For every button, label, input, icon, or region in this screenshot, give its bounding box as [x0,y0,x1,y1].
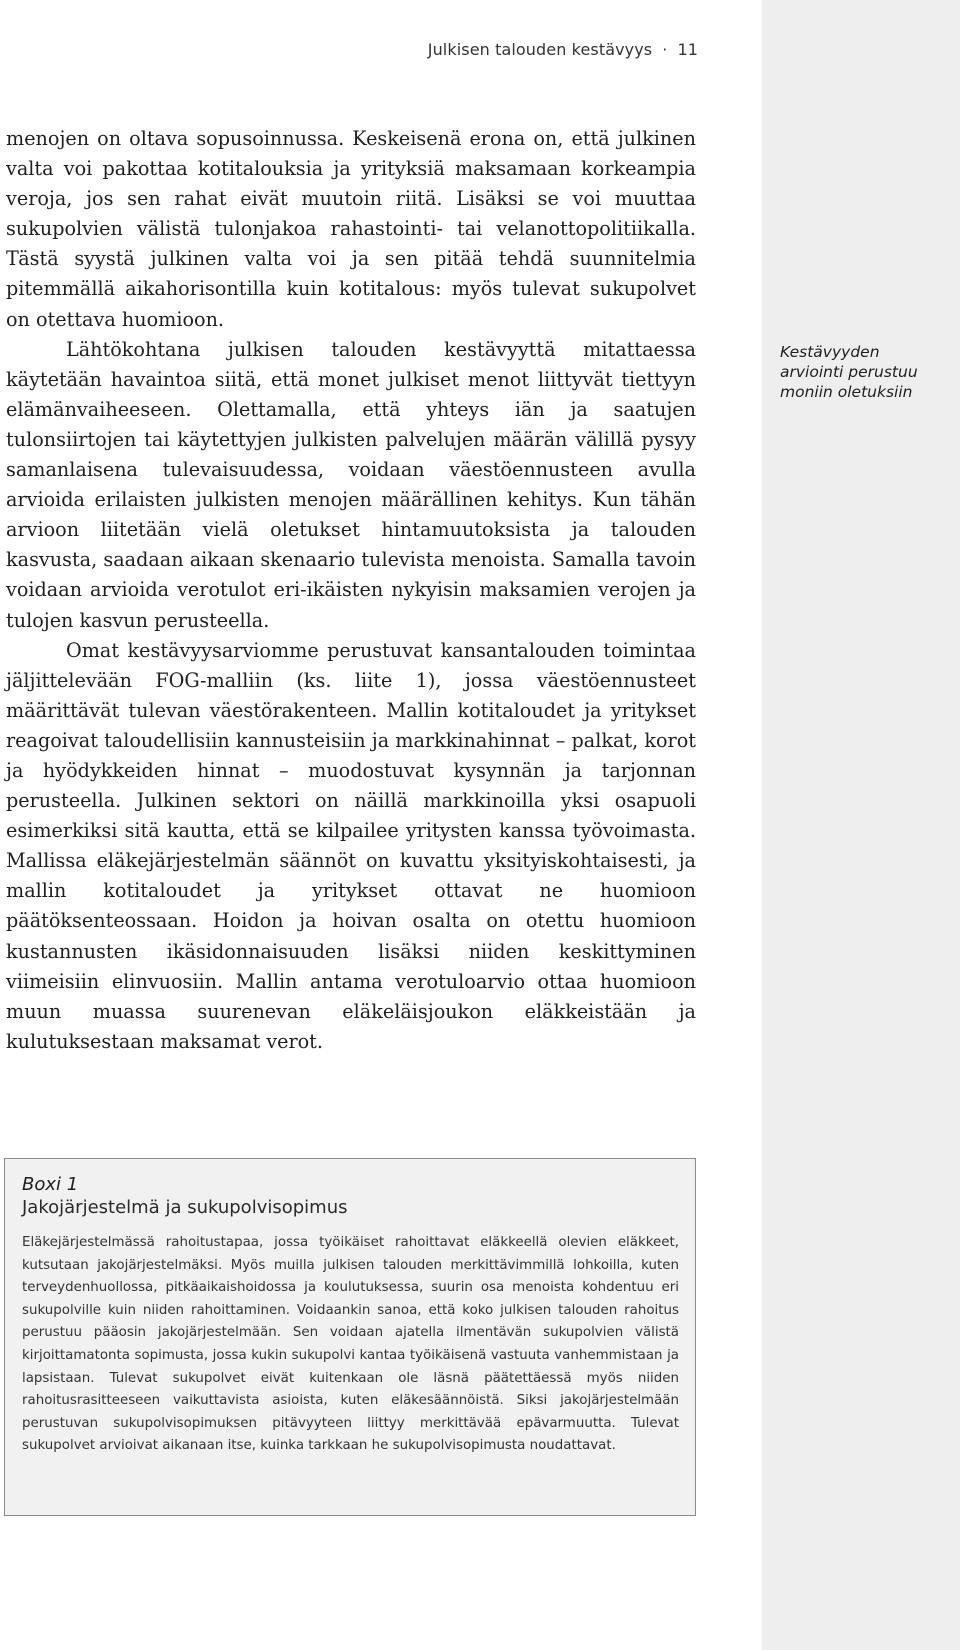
paragraph-1: menojen on oltava sopusoinnussa. Keskeisenä erona on, että julkinen valta voi pakottaa kotitalouksia ja yrityksiä maksamaan korkeampia veroja, jos sen rahat eivät muutoin riitä. Lisäksi se voi muuttaa sukupolvien välistä tulonjakoa rahastointi- tai velanottopolitiikalla. Tästä syystä julkinen valta voi ja sen pitää tehdä suunnitelmia pitemmällä aikahorisontilla kuin kotitalous: myös tulevat sukupolvet on otettava huomioon. [6,127,696,331]
header-separator: · [662,40,668,59]
running-head [428,40,698,59]
paragraph-2: Lähtökohtana julkisen talouden kestävyyttä mitattaessa käytetään havaintoa siitä, että monet julkiset menot liittyvät tiettyyn elämänvaiheeseen. Olettamalla, että yhteys iän ja saatujen tulonsiirtojen tai käytettyjen julkisten palvelujen määrän välillä pysyy samanlaisena tulevaisuudessa, voidaan väestöennusteen avulla arvioida erilaisten julkisten menojen määrällinen kehitys. Kun tähän arvioon liitetään vielä oletukset hintamuutoksista ja talouden kasvusta, saadaan aikaan skenaario tulevista menoista. Samalla tavoin voidaan arvioida verotulot eri-ikäisten nykyisin maksamien verojen ja tulojen kasvun perusteella. [6,337,696,632]
box-label: Boxi 1 [22,1174,79,1195]
page-number: 11 [677,40,698,59]
margin-column [762,0,960,1650]
margin-note: Kestävyyden arviointi perustuu moniin oletuksiin [780,343,918,401]
running-title: Julkisen talouden kestävyys [427,40,653,59]
info-box [4,1158,696,1516]
box-title: Jakojärjestelmä ja sukupolvisopimus [22,1197,348,1218]
box-text: Eläkejärjestelmässä rahoitustapaa, jossa työikäiset rahoittavat eläkkeellä olevien eläkkeet, kutsutaan jakojärjestelmäksi. Myös muilla julkisen talouden merkittävimmillä lohkoilla, kuten terveydenhuollossa, pitkäaikaishoidossa ja koulutuksessa, suurin osa menoista kohdentuu eri sukupolville kuin niiden rahoittaminen. Voidaankin sanoa, että koko julkisen talouden rahoitus perustuu pääosin jakojärjestelmään. Sen voidaan ajatella ilmentävän sukupolvien välistä kirjoittamatonta sopimusta, jossa kukin sukupolvi kantaa työikäisenä vastuuta vanhemmistaan ja lapsistaan. Tulevat sukupolvet eivät kuitenkaan ole läsnä päätettäessä myös niiden rahoitusrasitteeseen vaikuttavista asioista, kuten eläkesäännöistä. Siksi jakojärjestelmään perustuvan sukupolvisopimuksen pitävyyteen liittyy merkittävää epävarmuutta. Tulevat sukupolvet arvioivat aikanaan itse, kuinka tarkkaan he sukupolvisopimusta noudattavat. [22,1235,679,1454]
body-text [6,124,696,1057]
paragraph-3: Omat kestävyysarviomme perustuvat kansantalouden toimintaa jäljittelevään FOG-malliin (ks. liite 1), jossa väestöennusteet määrittävät tulevan väestörakenteen. Mallin kotitaloudet ja yritykset reagoivat taloudellisiin kannusteisiin ja markkinahinnat – palkat, korot ja hyödykkeiden hinnat – muodostuvat kysynnän ja tarjonnan perusteella. Julkinen sektori on näillä markkinoilla yksi osapuoli esimerkiksi sitä kautta, että se kilpailee yritysten kanssa työvoimasta. Mallissa eläkejärjestelmän säännöt on kuvattu yksityiskohtaisesti, ja mallin kotitaloudet ja yritykset ottavat ne huomioon päätöksenteossaan. Hoidon ja hoivan osalta on otettu huomioon kustannusten ikäsidonnaisuuden lisäksi niiden keskittyminen viimeisiin elinvuosiin. Mallin antama verotuloarvio ottaa huomioon muun muassa suurenevan eläkeläisjoukon eläkkeistään ja kulutuksestaan maksamat verot. [6,638,696,1053]
